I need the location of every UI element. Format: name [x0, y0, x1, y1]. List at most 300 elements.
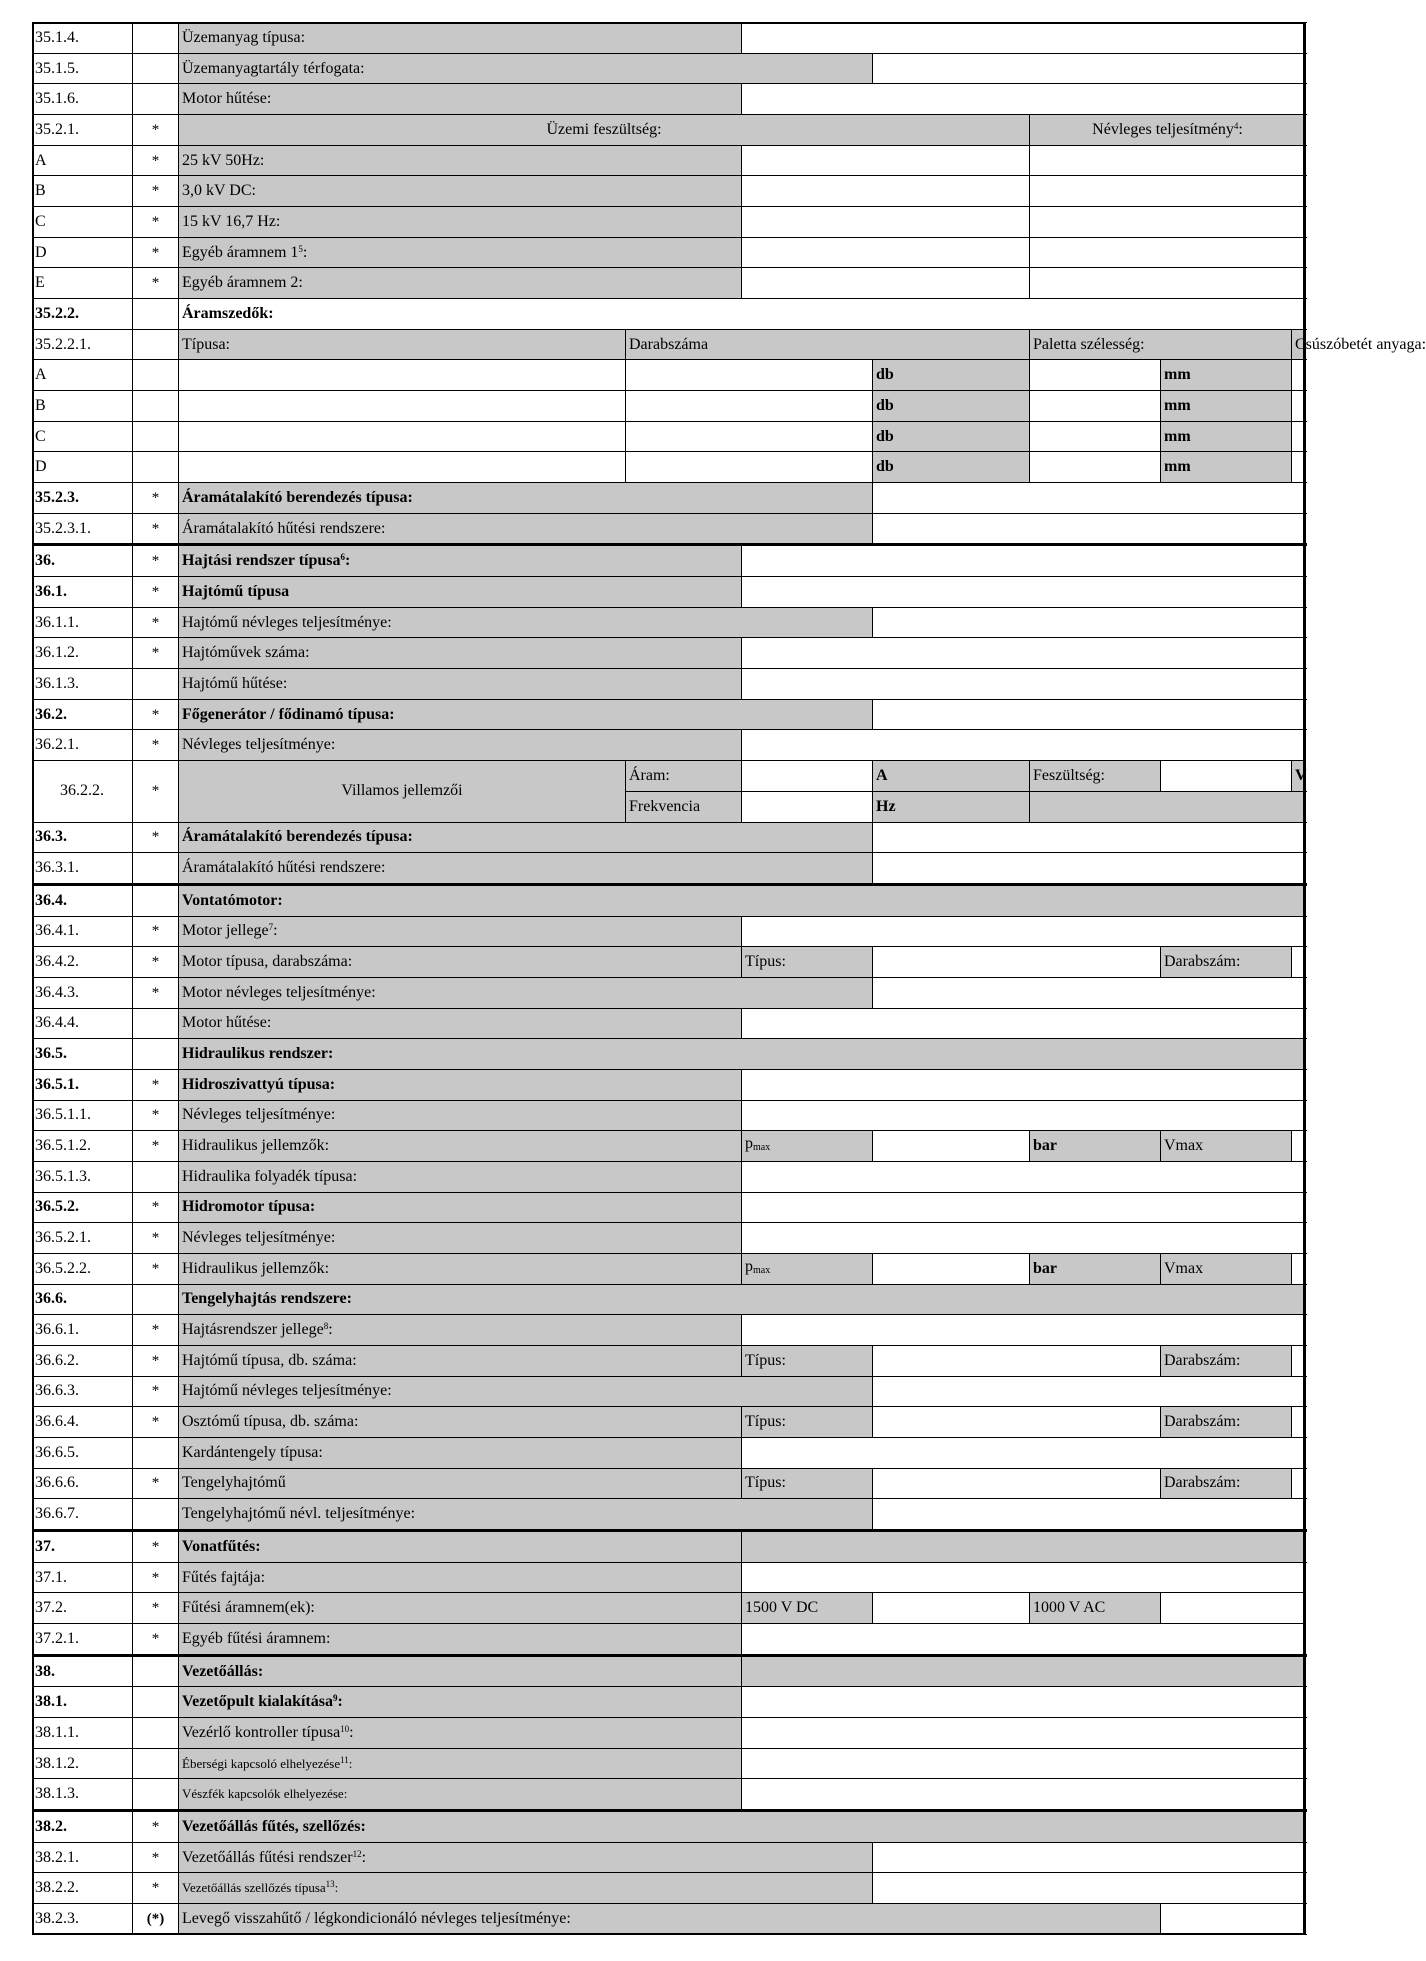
field-label [1030, 1593, 1161, 1624]
entry-field[interactable] [742, 1315, 1306, 1346]
label-text: Darabszám: [1164, 1413, 1241, 1431]
label-text: Hidraulikus jellemzők: [182, 1137, 330, 1155]
entry-field[interactable] [873, 1593, 1030, 1624]
field-label [179, 1131, 742, 1162]
entry-field[interactable] [1030, 791, 1306, 822]
entry-field[interactable] [742, 916, 1306, 947]
field-label [179, 1376, 873, 1407]
label-text: Vészfék kapcsolók elhelyezése: [182, 1786, 348, 1802]
field-label [742, 1407, 873, 1438]
row-number: 35.1.6. [33, 84, 133, 115]
row-number: 38. [33, 1655, 133, 1687]
entry-field[interactable] [1030, 452, 1161, 483]
mandatory-marker: * [133, 1531, 179, 1563]
mandatory-marker: * [133, 947, 179, 978]
entry-field[interactable] [1292, 1407, 1306, 1438]
entry-field[interactable] [742, 1192, 1306, 1223]
row-number: 36.6.1. [33, 1315, 133, 1346]
form-row [33, 947, 1306, 978]
label-text: 3,0 kV DC: [182, 182, 256, 200]
field-label [626, 329, 1030, 360]
form-row [33, 853, 1306, 885]
form-row [33, 329, 1306, 360]
entry-field[interactable] [742, 761, 873, 792]
row-number: 36.1. [33, 577, 133, 608]
form-row [33, 884, 1306, 916]
entry-field[interactable] [873, 853, 1306, 885]
row-number: 35.2.2. [33, 299, 133, 330]
form-row [33, 268, 1306, 299]
mandatory-marker: * [133, 176, 179, 207]
label-text: Áramszedők: [182, 304, 274, 322]
entry-field[interactable] [873, 977, 1306, 1008]
field-label [179, 1345, 742, 1376]
field-label [626, 761, 742, 792]
label-text: Vezérlő kontroller típusa [182, 1723, 341, 1741]
entry-field[interactable] [873, 1499, 1306, 1531]
mandatory-marker [133, 1437, 179, 1468]
entry-field[interactable] [1292, 391, 1306, 422]
row-number: 38.2.1. [33, 1842, 133, 1873]
label-text: Hajtási rendszer típusa [182, 552, 341, 570]
label-text: bar [1033, 1137, 1057, 1155]
form-row [33, 115, 1306, 146]
mandatory-marker: * [133, 916, 179, 947]
field-label [742, 1593, 873, 1624]
label-suffix: : [273, 922, 278, 940]
label-text: Darabszám: [1164, 953, 1241, 971]
label-subscript: max [753, 1142, 771, 1154]
field-label [179, 545, 742, 577]
entry-field[interactable] [742, 23, 1306, 54]
mandatory-marker: * [133, 268, 179, 299]
entry-field[interactable] [179, 421, 626, 452]
field-label [179, 53, 873, 84]
form-row [33, 1811, 1306, 1843]
field-label [179, 1284, 1306, 1315]
entry-field[interactable] [1030, 391, 1161, 422]
entry-field[interactable] [742, 237, 1030, 268]
label-suffix: : [345, 552, 351, 570]
label-text: Vonatfűtés: [182, 1537, 261, 1555]
form-row [33, 176, 1306, 207]
field-label [1161, 1131, 1292, 1162]
row-number: 36.4.2. [33, 947, 133, 978]
entry-field[interactable] [742, 268, 1030, 299]
entry-field[interactable] [1161, 761, 1292, 792]
footnote-marker: 9 [332, 1693, 338, 1704]
field-label [179, 1499, 873, 1531]
unit-label [873, 452, 1030, 483]
form-row [33, 669, 1306, 700]
entry-field[interactable] [742, 1161, 1306, 1192]
field-label [179, 176, 742, 207]
form-row [33, 577, 1306, 608]
row-number: 35.1.4. [33, 23, 133, 54]
entry-field[interactable] [873, 1345, 1161, 1376]
mandatory-marker [133, 884, 179, 916]
entry-field[interactable] [1292, 1253, 1306, 1284]
mandatory-marker: * [133, 1873, 179, 1904]
field-label [179, 884, 1306, 916]
label-text: Paletta szélesség: [1033, 335, 1145, 353]
footnote-marker: 11 [340, 1754, 349, 1765]
label-text: Egyéb fűtési áramnem: [182, 1629, 331, 1647]
mandatory-marker: * [133, 1593, 179, 1624]
mandatory-marker: * [133, 1100, 179, 1131]
entry-field[interactable] [1292, 1468, 1306, 1499]
form-row [33, 607, 1306, 638]
mandatory-marker: * [133, 1562, 179, 1593]
form-row [33, 207, 1306, 238]
entry-field[interactable] [1030, 360, 1161, 391]
entry-field[interactable] [742, 1779, 1306, 1811]
form-row [33, 1748, 1306, 1779]
field-label [179, 483, 873, 514]
entry-field[interactable] [873, 1376, 1306, 1407]
mandatory-marker: * [133, 513, 179, 545]
field-label [179, 1873, 873, 1904]
row-number: 36.6.4. [33, 1407, 133, 1438]
label-text: Hidraulikus rendszer: [182, 1045, 334, 1063]
entry-field[interactable] [1030, 237, 1306, 268]
entry-field[interactable] [873, 1131, 1030, 1162]
field-label [179, 1069, 742, 1100]
entry-field[interactable] [179, 452, 626, 483]
label-text: Hidroszivattyú típusa: [182, 1075, 336, 1093]
entry-field[interactable] [873, 1253, 1030, 1284]
form-row [33, 977, 1306, 1008]
mandatory-marker: * [133, 822, 179, 853]
row-number: B [33, 176, 133, 207]
mandatory-marker: * [133, 699, 179, 730]
label-text: Vmax [1164, 1259, 1204, 1277]
mandatory-marker: * [133, 1315, 179, 1346]
field-label [179, 1531, 742, 1563]
row-number: 38.1.1. [33, 1718, 133, 1749]
entry-field[interactable] [626, 391, 873, 422]
row-number: 36. [33, 545, 133, 577]
field-label [626, 791, 742, 822]
mandatory-marker [133, 84, 179, 115]
field-label [179, 1192, 742, 1223]
row-number: 36.5. [33, 1039, 133, 1070]
mandatory-marker [133, 23, 179, 54]
mandatory-marker: (*) [133, 1904, 179, 1935]
mandatory-marker: * [133, 1468, 179, 1499]
entry-field[interactable] [742, 1655, 1306, 1687]
form-row [33, 1192, 1306, 1223]
mandatory-marker: * [133, 207, 179, 238]
unit-label [873, 391, 1030, 422]
entry-field[interactable] [1030, 268, 1306, 299]
entry-field[interactable] [742, 1100, 1306, 1131]
form-row [33, 1779, 1306, 1811]
field-label [1161, 1468, 1292, 1499]
label-text: Áramátalakító berendezés típusa: [182, 828, 413, 846]
field-label [179, 730, 742, 761]
form-row [33, 1655, 1306, 1687]
entry-field[interactable] [873, 947, 1161, 978]
entry-field[interactable] [742, 1008, 1306, 1039]
row-number: 36.4.1. [33, 916, 133, 947]
entry-field[interactable] [742, 791, 873, 822]
field-label [179, 1008, 742, 1039]
row-number: 37.2.1. [33, 1624, 133, 1656]
form-row [33, 699, 1306, 730]
label-text: Áramátalakító hűtési rendszere: [182, 519, 386, 537]
entry-field[interactable] [873, 699, 1306, 730]
label-text: Hajtómű névleges teljesítménye: [182, 1382, 392, 1400]
label-suffix: : [349, 1723, 354, 1741]
label-text: Típus: [745, 1474, 786, 1492]
entry-field[interactable] [742, 1437, 1306, 1468]
mandatory-marker: * [133, 1842, 179, 1873]
field-label [179, 916, 742, 947]
field-label [179, 761, 626, 822]
form-row [33, 1315, 1306, 1346]
field-label [1161, 1407, 1292, 1438]
label-text: Tengelyhajtómű [182, 1474, 286, 1492]
field-label [742, 947, 873, 978]
form-row [33, 1437, 1306, 1468]
entry-field[interactable] [1030, 421, 1161, 452]
entry-field[interactable] [873, 53, 1306, 84]
entry-field[interactable] [873, 1842, 1306, 1873]
label-text: Hz [876, 797, 896, 815]
entry-field[interactable] [742, 545, 1306, 577]
label-text: Motor típusa, darabszáma: [182, 953, 353, 971]
field-label [1161, 1345, 1292, 1376]
field-label [179, 329, 626, 360]
entry-field[interactable] [1030, 207, 1306, 238]
label-text: db [876, 427, 894, 445]
row-number: 37.2. [33, 1593, 133, 1624]
mandatory-marker: * [133, 145, 179, 176]
footnote-marker: 5 [298, 243, 303, 254]
row-number: 35.2.1. [33, 115, 133, 146]
label-text: 1500 V DC [745, 1599, 819, 1617]
footnote-marker: 8 [323, 1321, 329, 1332]
row-number: 35.1.5. [33, 53, 133, 84]
form-row [33, 1499, 1306, 1531]
form-row [33, 483, 1306, 514]
entry-field[interactable] [1030, 176, 1306, 207]
row-number: 36.6.3. [33, 1376, 133, 1407]
label-text: db [876, 396, 894, 414]
entry-field[interactable] [1292, 360, 1306, 391]
entry-field[interactable] [1292, 947, 1306, 978]
entry-field[interactable] [742, 145, 1030, 176]
row-number: 36.6.6. [33, 1468, 133, 1499]
entry-field[interactable] [873, 607, 1306, 638]
entry-field[interactable] [873, 1468, 1161, 1499]
entry-field[interactable] [742, 1624, 1306, 1656]
field-label [179, 1811, 1306, 1843]
entry-field[interactable] [1292, 1131, 1306, 1162]
entry-field[interactable] [742, 207, 1030, 238]
unit-label [873, 360, 1030, 391]
row-number: 36.5.1.3. [33, 1161, 133, 1192]
unit-label [1030, 1131, 1161, 1162]
field-label [179, 1039, 1306, 1070]
mandatory-marker: * [133, 1192, 179, 1223]
field-label [1030, 761, 1161, 792]
row-number: 36.6.5. [33, 1437, 133, 1468]
entry-field[interactable] [742, 1562, 1306, 1593]
field-label [1030, 115, 1306, 146]
field-label [179, 207, 742, 238]
field-label [179, 1223, 742, 1254]
label-text: Névleges teljesítménye: [182, 736, 336, 754]
label-suffix: : [337, 1693, 343, 1711]
entry-field[interactable] [873, 513, 1306, 545]
footnote-marker: 10 [340, 1723, 350, 1734]
unit-label [873, 791, 1030, 822]
form-row [33, 84, 1306, 115]
row-number: 38.2.2. [33, 1873, 133, 1904]
label-text: mm [1164, 366, 1191, 384]
entry-field[interactable] [742, 1223, 1306, 1254]
form-row [33, 545, 1306, 577]
field-label [1292, 329, 1426, 360]
label-text: db [876, 458, 894, 476]
label-suffix: : [328, 1321, 333, 1339]
field-label [179, 1748, 742, 1779]
label-text: V [1295, 766, 1307, 784]
mandatory-marker: * [133, 1811, 179, 1843]
row-number: 36.2. [33, 699, 133, 730]
label-suffix: : [361, 1848, 367, 1866]
form-row [33, 638, 1306, 669]
field-label [179, 822, 873, 853]
row-number: 36.5.1.1. [33, 1100, 133, 1131]
label-text: bar [1033, 1259, 1057, 1277]
entry-field[interactable] [742, 176, 1030, 207]
field-label [179, 1253, 742, 1284]
label-text: Fűtési áramnem(ek): [182, 1599, 315, 1617]
label-text: Osztómű típusa, db. száma: [182, 1413, 359, 1431]
row-number: 36.1.1. [33, 607, 133, 638]
row-number: 36.3. [33, 822, 133, 853]
row-number: 37. [33, 1531, 133, 1563]
form-row [33, 1345, 1306, 1376]
row-number: D [33, 452, 133, 483]
label-text: Hidraulikus jellemzők: [182, 1259, 330, 1277]
label-text: Egyéb áramnem 1 [182, 243, 299, 261]
field-label [179, 237, 742, 268]
label-text: Vezetőállás fűtési rendszer [182, 1848, 353, 1866]
form-row [33, 391, 1306, 422]
label-text: Áramátalakító berendezés típusa: [182, 488, 413, 506]
form-row [33, 1842, 1306, 1873]
mandatory-marker [133, 53, 179, 84]
label-text: Vezetőállás: [182, 1662, 264, 1680]
field-label [179, 1593, 742, 1624]
entry-field[interactable] [742, 638, 1306, 669]
entry-field[interactable] [179, 391, 626, 422]
label-text: Típusa: [182, 335, 230, 353]
form-row [33, 1407, 1306, 1438]
form-row [33, 1562, 1306, 1593]
form-row [33, 421, 1306, 452]
mandatory-marker: * [133, 1345, 179, 1376]
form-row [33, 1100, 1306, 1131]
field-label [179, 1687, 742, 1718]
mandatory-marker [133, 853, 179, 885]
label-text: Vmax [1164, 1137, 1204, 1155]
field-label [1030, 329, 1292, 360]
field-label [179, 638, 742, 669]
field-label [179, 513, 873, 545]
entry-field[interactable] [626, 421, 873, 452]
form-row [33, 53, 1306, 84]
entry-field[interactable] [742, 84, 1306, 115]
entry-field[interactable] [1292, 1345, 1306, 1376]
mandatory-marker: * [133, 1376, 179, 1407]
label-text: Üzemi feszültség: [546, 120, 662, 138]
footnote-marker: 6 [340, 552, 346, 563]
label-text: Hajtómű típusa [182, 582, 290, 600]
entry-field[interactable] [742, 669, 1306, 700]
entry-field[interactable] [1292, 421, 1306, 452]
mandatory-marker [133, 1284, 179, 1315]
entry-field[interactable] [873, 1407, 1161, 1438]
form-row [33, 1718, 1306, 1749]
footnote-marker: 7 [268, 922, 274, 933]
entry-field[interactable] [1292, 452, 1306, 483]
mandatory-marker [133, 1499, 179, 1531]
mandatory-marker: * [133, 1131, 179, 1162]
mandatory-marker: * [133, 237, 179, 268]
field-label [179, 1562, 742, 1593]
entry-field[interactable] [873, 822, 1306, 853]
label-text: Csúszóbetét anyaga: [1295, 335, 1426, 353]
field-label [179, 115, 1030, 146]
entry-field[interactable] [742, 1069, 1306, 1100]
entry-field[interactable] [742, 1748, 1306, 1779]
entry-field[interactable] [742, 730, 1306, 761]
label-text: Hajtómű hűtése: [182, 674, 288, 692]
entry-field[interactable] [1030, 145, 1306, 176]
row-number: 36.6.7. [33, 1499, 133, 1531]
label-text: p [745, 1135, 753, 1153]
label-text: Hajtásrendszer jellege [182, 1321, 324, 1339]
entry-field[interactable] [742, 1531, 1306, 1563]
field-label [179, 853, 873, 885]
entry-field[interactable] [1161, 1593, 1306, 1624]
mandatory-marker: * [133, 1624, 179, 1656]
row-number: 36.2.1. [33, 730, 133, 761]
row-number: A [33, 145, 133, 176]
mandatory-marker: * [133, 761, 179, 822]
unit-label [1292, 761, 1306, 792]
entry-field[interactable] [873, 483, 1306, 514]
label-text: Kardántengely típusa: [182, 1443, 323, 1461]
entry-field[interactable] [742, 577, 1306, 608]
entry-field[interactable] [626, 360, 873, 391]
entry-field[interactable] [1161, 1904, 1306, 1935]
field-label [179, 299, 1306, 330]
entry-field[interactable] [179, 360, 626, 391]
label-text: Darabszáma [629, 335, 709, 353]
entry-field[interactable] [742, 1718, 1306, 1749]
row-number: 36.6.2. [33, 1345, 133, 1376]
entry-field[interactable] [626, 452, 873, 483]
entry-field[interactable] [873, 1873, 1306, 1904]
entry-field[interactable] [742, 1687, 1306, 1718]
row-number: 36.5.2. [33, 1192, 133, 1223]
